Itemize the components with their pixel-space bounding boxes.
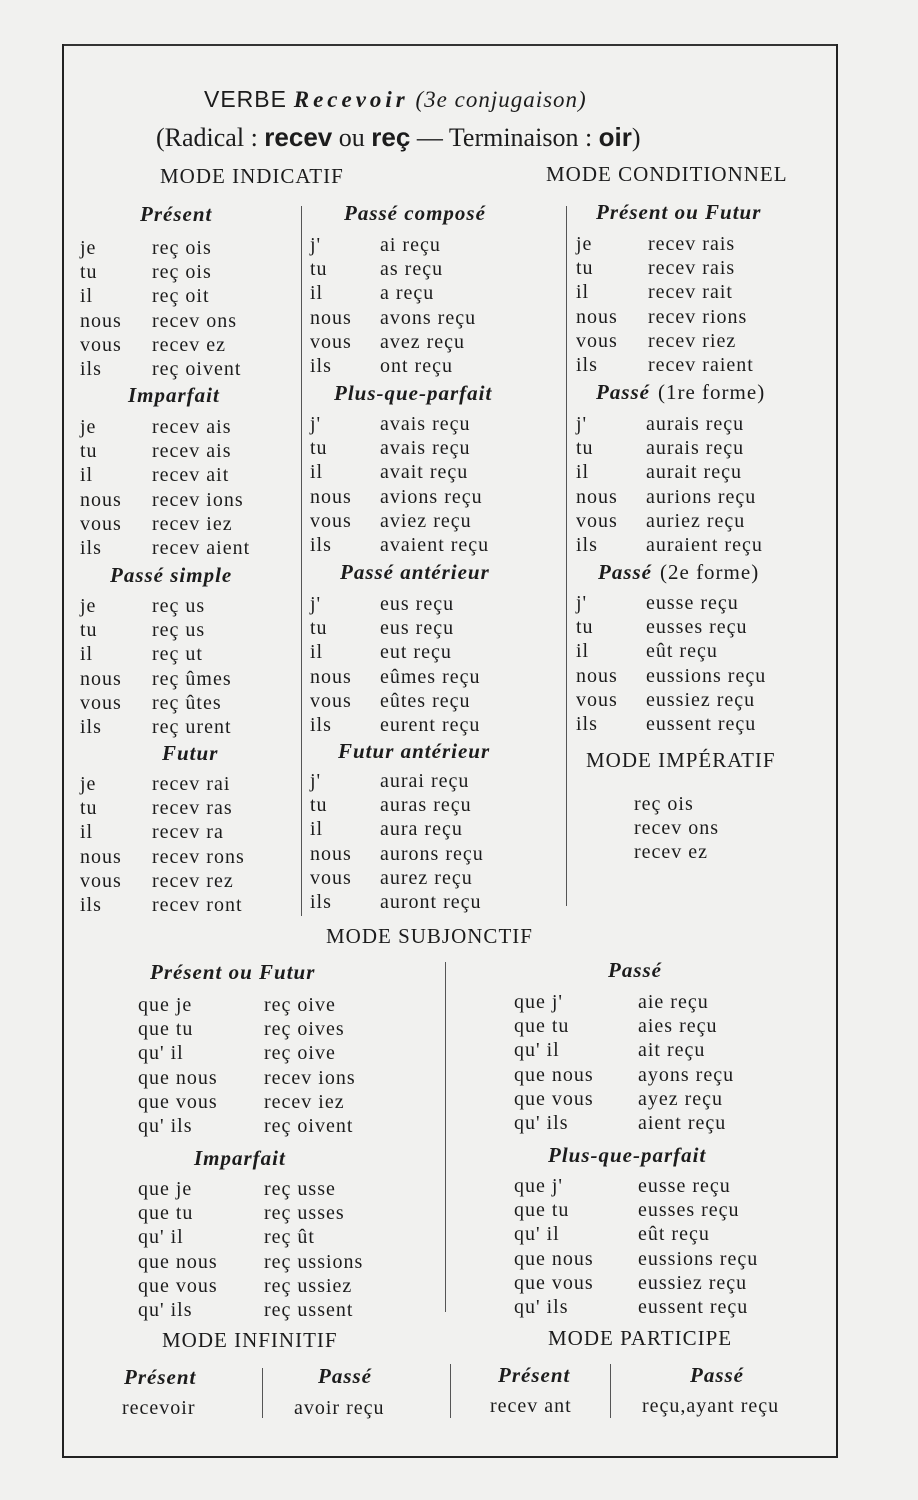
conditionnel-passe-2-form: eussent reçu xyxy=(646,713,757,735)
subjonctif-imparfait-form: reç ussions xyxy=(264,1251,364,1273)
indicatif-passe-anterieur-pronoun: j' xyxy=(310,593,322,615)
termination-label: Terminaison : xyxy=(448,123,593,152)
indicatif-futur-anterieur-form: aurai reçu xyxy=(380,770,470,792)
indicatif-passe-compose-pronoun: vous xyxy=(310,331,352,353)
participe-passe-title: Passé xyxy=(690,1363,744,1387)
indicatif-passe-anterieur-pronoun: vous xyxy=(310,690,352,712)
subjonctif-present-pronoun: qu' ils xyxy=(138,1115,193,1137)
subjonctif-imparfait-pronoun: que je xyxy=(138,1178,193,1200)
subjonctif-present-title-text: Présent ou Futur xyxy=(150,960,316,984)
conditionnel-passe-1-pronoun: j' xyxy=(576,413,588,435)
indicatif-present-form: recev ez xyxy=(152,334,227,356)
subjonctif-present-form: reç oives xyxy=(264,1018,345,1040)
subjonctif-present-form: reç oivent xyxy=(264,1115,354,1137)
subjonctif-passe-pronoun: que j' xyxy=(514,991,564,1013)
indicatif-passe-compose-title-text: Passé composé xyxy=(344,201,486,225)
conditionnel-present-form: recev rais xyxy=(648,233,736,255)
subjonctif-plus-que-parfait-form: eussiez reçu xyxy=(638,1272,748,1294)
indicatif-passe-simple-pronoun: je xyxy=(80,595,97,617)
title-prefix: VERBE xyxy=(204,86,287,112)
indicatif-futur-anterieur-pronoun: il xyxy=(310,818,324,840)
radical-line xyxy=(156,124,641,151)
indicatif-futur-anterieur-pronoun: j' xyxy=(310,770,322,792)
indicatif-plus-que-parfait-pronoun: vous xyxy=(310,510,352,532)
indicatif-plus-que-parfait-form: avais reçu xyxy=(380,437,471,459)
indicatif-futur-anterieur-form: aurons reçu xyxy=(380,843,484,865)
conditionnel-passe-1-pronoun: ils xyxy=(576,534,598,556)
indicatif-plus-que-parfait-form: avions reçu xyxy=(380,486,483,508)
infinitif-divider xyxy=(262,1368,263,1418)
indicatif-passe-compose-form: avez reçu xyxy=(380,331,466,353)
indicatif-imparfait-form: recev ais xyxy=(152,440,232,462)
indicatif-present-pronoun: il xyxy=(80,285,94,307)
subjonctif-present-pronoun: que nous xyxy=(138,1067,218,1089)
indicatif-passe-compose-pronoun: j' xyxy=(310,234,322,256)
subjonctif-plus-que-parfait-pronoun: que vous xyxy=(514,1272,594,1294)
conditionnel-present-pronoun: vous xyxy=(576,330,618,352)
infinitif-passe-title: Passé xyxy=(318,1364,372,1388)
mode-indicatif-heading: MODE INDICATIF xyxy=(160,164,344,188)
title-conjugation: (3e conjugaison) xyxy=(415,87,587,112)
indicatif-plus-que-parfait-pronoun: il xyxy=(310,461,324,483)
indicatif-passe-anterieur-title xyxy=(340,562,490,583)
indicatif-futur-anterieur-title xyxy=(338,741,490,762)
radical-open: (Radical : xyxy=(156,123,258,152)
indicatif-passe-anterieur-pronoun: il xyxy=(310,641,324,663)
subjonctif-present-pronoun: que tu xyxy=(138,1018,194,1040)
indicatif-passe-simple-form: reç us xyxy=(152,619,206,641)
subjonctif-plus-que-parfait-pronoun: qu' il xyxy=(514,1223,560,1245)
indicatif-passe-simple-form: reç us xyxy=(152,595,206,617)
participe-present-value: recev ant xyxy=(490,1395,572,1417)
conditionnel-passe-2-pronoun: j' xyxy=(576,592,588,614)
subjonctif-present-pronoun: qu' il xyxy=(138,1042,184,1064)
infinitif-passe-value: avoir reçu xyxy=(294,1397,385,1419)
indicatif-futur-title-text: Futur xyxy=(162,741,219,765)
subjonctif-plus-que-parfait-pronoun: que j' xyxy=(514,1175,564,1197)
conditionnel-present-pronoun: tu xyxy=(576,257,594,279)
indicatif-passe-simple-pronoun: vous xyxy=(80,692,122,714)
participe-divider xyxy=(610,1364,611,1418)
indicatif-futur-pronoun: tu xyxy=(80,797,98,819)
subjonctif-passe-form: ayez reçu xyxy=(638,1088,724,1110)
radical-1: recev xyxy=(264,122,333,152)
indicatif-plus-que-parfait-title xyxy=(334,383,492,404)
indicatif-futur-pronoun: nous xyxy=(80,846,122,868)
infinitif-present-value: recevoir xyxy=(122,1397,196,1419)
column-divider-1 xyxy=(301,206,302,916)
indicatif-plus-que-parfait-form: aviez reçu xyxy=(380,510,472,532)
indicatif-present-pronoun: ils xyxy=(80,358,102,380)
indicatif-passe-anterieur-pronoun: tu xyxy=(310,617,328,639)
conditionnel-present-pronoun: nous xyxy=(576,306,618,328)
indicatif-futur-form: recev ront xyxy=(152,894,243,916)
indicatif-imparfait-form: recev ait xyxy=(152,464,230,486)
subjonctif-present-form: recev iez xyxy=(264,1091,345,1113)
conditionnel-passe-2-form: eusses reçu xyxy=(646,616,748,638)
indicatif-plus-que-parfait-pronoun: tu xyxy=(310,437,328,459)
indicatif-present-form: recev ons xyxy=(152,310,238,332)
indicatif-plus-que-parfait-pronoun: ils xyxy=(310,534,332,556)
indicatif-imparfait-form: recev ions xyxy=(152,489,244,511)
subjonctif-imparfait-form: reç ussent xyxy=(264,1299,354,1321)
indicatif-passe-simple-title-text: Passé simple xyxy=(110,563,233,587)
indicatif-present-pronoun: vous xyxy=(80,334,122,356)
indicatif-passe-compose-pronoun: ils xyxy=(310,355,332,377)
indicatif-present-title xyxy=(140,204,212,225)
participe-passe-value: reçu,ayant reçu xyxy=(642,1395,780,1417)
imperatif-form: recev ez xyxy=(634,841,709,863)
indicatif-passe-compose-form: a reçu xyxy=(380,282,435,304)
indicatif-passe-compose-form: as reçu xyxy=(380,258,444,280)
mode-infinitif-heading: MODE INFINITIF xyxy=(162,1328,338,1352)
indicatif-futur-form: recev rez xyxy=(152,870,234,892)
subjonctif-imparfait-form: reç usses xyxy=(264,1202,345,1224)
conditionnel-passe-2-pronoun: ils xyxy=(576,713,598,735)
radical-or: ou xyxy=(338,123,365,152)
indicatif-imparfait-title xyxy=(128,385,220,406)
indicatif-plus-que-parfait-form: avais reçu xyxy=(380,413,471,435)
indicatif-passe-anterieur-form: eus reçu xyxy=(380,593,455,615)
participe-present-title: Présent xyxy=(498,1363,571,1387)
indicatif-imparfait-pronoun: je xyxy=(80,416,97,438)
indicatif-futur-anterieur-title-text: Futur antérieur xyxy=(338,739,491,763)
indicatif-passe-anterieur-form: eus reçu xyxy=(380,617,455,639)
termination: oir xyxy=(598,122,632,152)
indicatif-plus-que-parfait-title-text: Plus-que-parfait xyxy=(334,381,493,405)
indicatif-present-pronoun: je xyxy=(80,237,97,259)
subjonctif-plus-que-parfait-form: eusses reçu xyxy=(638,1199,740,1221)
conditionnel-passe-1-title-text: Passé xyxy=(596,380,650,404)
mode-imperatif-heading: MODE IMPÉRATIF xyxy=(586,748,776,772)
indicatif-passe-compose-form: ont reçu xyxy=(380,355,453,377)
subjonctif-plus-que-parfait-form: eussions reçu xyxy=(638,1248,759,1270)
indicatif-imparfait-pronoun: il xyxy=(80,464,94,486)
conditionnel-passe-2-title-note: (2e forme) xyxy=(660,560,760,584)
subjonctif-passe-title xyxy=(608,960,662,981)
subjonctif-present-form: reç oive xyxy=(264,1042,336,1064)
indicatif-imparfait-pronoun: nous xyxy=(80,489,122,511)
conditionnel-passe-1-form: aurait reçu xyxy=(646,461,742,483)
subjonctif-passe-pronoun: que nous xyxy=(514,1064,594,1086)
conditionnel-passe-2-pronoun: tu xyxy=(576,616,594,638)
infinitif-participe-divider xyxy=(450,1364,451,1418)
indicatif-passe-simple-form: reç urent xyxy=(152,716,232,738)
title-verb: Recevoir xyxy=(293,87,409,112)
conditionnel-passe-2-form: eussiez reçu xyxy=(646,689,756,711)
indicatif-present-form: reç ois xyxy=(152,261,212,283)
radical-2: reç xyxy=(371,122,411,152)
indicatif-futur-form: recev ras xyxy=(152,797,233,819)
subjonctif-imparfait-form: reç usse xyxy=(264,1178,336,1200)
page-title xyxy=(204,88,587,111)
conditionnel-passe-2-form: eût reçu xyxy=(646,640,718,662)
conditionnel-present-form: recev raient xyxy=(648,354,754,376)
subjonctif-present-pronoun: que je xyxy=(138,994,193,1016)
indicatif-passe-simple-title xyxy=(110,565,232,586)
subjonctif-imparfait-title-text: Imparfait xyxy=(194,1146,286,1170)
indicatif-present-pronoun: nous xyxy=(80,310,122,332)
subjonctif-plus-que-parfait-form: eût reçu xyxy=(638,1223,710,1245)
conditionnel-present-form: recev rais xyxy=(648,257,736,279)
indicatif-futur-anterieur-pronoun: nous xyxy=(310,843,352,865)
indicatif-futur-anterieur-pronoun: tu xyxy=(310,794,328,816)
indicatif-futur-pronoun: il xyxy=(80,821,94,843)
subjonctif-passe-form: aies reçu xyxy=(638,1015,718,1037)
conditionnel-passe-1-form: aurions reçu xyxy=(646,486,757,508)
indicatif-passe-compose-form: avons reçu xyxy=(380,307,477,329)
conditionnel-passe-1-title-note: (1re forme) xyxy=(658,380,766,404)
radical-dash: — xyxy=(416,123,443,152)
indicatif-passe-compose-pronoun: tu xyxy=(310,258,328,280)
conditionnel-passe-1-form: auraient reçu xyxy=(646,534,763,556)
subjonctif-imparfait-form: reç ût xyxy=(264,1226,315,1248)
subjonctif-plus-que-parfait-form: eusse reçu xyxy=(638,1175,731,1197)
subjonctif-passe-form: ait reçu xyxy=(638,1039,706,1061)
subjonctif-plus-que-parfait-pronoun: qu' ils xyxy=(514,1296,569,1318)
indicatif-present-form: reç oit xyxy=(152,285,210,307)
subjonctif-imparfait-pronoun: que vous xyxy=(138,1275,218,1297)
subjonctif-imparfait-title xyxy=(194,1148,286,1169)
conditionnel-present-pronoun: je xyxy=(576,233,593,255)
conditionnel-present-pronoun: ils xyxy=(576,354,598,376)
indicatif-imparfait-title-text: Imparfait xyxy=(128,383,220,407)
conditionnel-passe-2-form: eussions reçu xyxy=(646,665,767,687)
conditionnel-present-form: recev rait xyxy=(648,281,733,303)
imperatif-form: reç ois xyxy=(634,793,694,815)
indicatif-futur-pronoun: ils xyxy=(80,894,102,916)
indicatif-imparfait-form: recev aient xyxy=(152,537,251,559)
indicatif-passe-anterieur-form: eut reçu xyxy=(380,641,452,663)
indicatif-plus-que-parfait-form: avait reçu xyxy=(380,461,469,483)
conditionnel-passe-1-title xyxy=(596,382,765,403)
subjonctif-divider xyxy=(445,962,446,1312)
indicatif-passe-compose-pronoun: nous xyxy=(310,307,352,329)
indicatif-passe-simple-form: reç ut xyxy=(152,643,203,665)
imperatif-form: recev ons xyxy=(634,817,720,839)
indicatif-imparfait-pronoun: ils xyxy=(80,537,102,559)
subjonctif-plus-que-parfait-title-text: Plus-que-parfait xyxy=(548,1143,707,1167)
conditionnel-present-form: recev rions xyxy=(648,306,748,328)
subjonctif-present-form: recev ions xyxy=(264,1067,356,1089)
conditionnel-passe-2-pronoun: vous xyxy=(576,689,618,711)
indicatif-imparfait-form: recev ais xyxy=(152,416,232,438)
conditionnel-present-form: recev riez xyxy=(648,330,737,352)
conditionnel-passe-1-pronoun: il xyxy=(576,461,590,483)
conditionnel-present-title xyxy=(596,202,761,223)
indicatif-passe-simple-pronoun: ils xyxy=(80,716,102,738)
indicatif-futur-pronoun: vous xyxy=(80,870,122,892)
indicatif-plus-que-parfait-form: avaient reçu xyxy=(380,534,490,556)
indicatif-futur-pronoun: je xyxy=(80,773,97,795)
indicatif-imparfait-pronoun: vous xyxy=(80,513,122,535)
indicatif-futur-title xyxy=(162,743,218,764)
indicatif-plus-que-parfait-pronoun: j' xyxy=(310,413,322,435)
subjonctif-passe-pronoun: qu' il xyxy=(514,1039,560,1061)
indicatif-passe-simple-form: reç ûmes xyxy=(152,668,232,690)
indicatif-futur-anterieur-form: aurez reçu xyxy=(380,867,473,889)
indicatif-passe-compose-title xyxy=(344,203,486,224)
indicatif-futur-form: recev rons xyxy=(152,846,245,868)
indicatif-futur-anterieur-form: aura reçu xyxy=(380,818,463,840)
conditionnel-passe-1-form: aurais reçu xyxy=(646,413,745,435)
indicatif-passe-anterieur-form: eûmes reçu xyxy=(380,666,481,688)
subjonctif-imparfait-pronoun: que nous xyxy=(138,1251,218,1273)
subjonctif-passe-pronoun: que tu xyxy=(514,1015,570,1037)
conditionnel-present-pronoun: il xyxy=(576,281,590,303)
subjonctif-imparfait-pronoun: que tu xyxy=(138,1202,194,1224)
conditionnel-passe-2-title-text: Passé xyxy=(598,560,652,584)
indicatif-passe-anterieur-form: eurent reçu xyxy=(380,714,481,736)
indicatif-passe-anterieur-form: eûtes reçu xyxy=(380,690,471,712)
indicatif-futur-form: recev rai xyxy=(152,773,231,795)
indicatif-passe-anterieur-pronoun: nous xyxy=(310,666,352,688)
subjonctif-passe-pronoun: qu' ils xyxy=(514,1112,569,1134)
conditionnel-passe-1-form: auriez reçu xyxy=(646,510,746,532)
indicatif-passe-anterieur-pronoun: ils xyxy=(310,714,332,736)
subjonctif-present-pronoun: que vous xyxy=(138,1091,218,1113)
indicatif-passe-simple-pronoun: tu xyxy=(80,619,98,641)
subjonctif-passe-form: ayons reçu xyxy=(638,1064,735,1086)
indicatif-passe-anterieur-title-text: Passé antérieur xyxy=(340,560,490,584)
subjonctif-imparfait-pronoun: qu' il xyxy=(138,1226,184,1248)
indicatif-present-form: reç oivent xyxy=(152,358,242,380)
conditionnel-passe-1-pronoun: vous xyxy=(576,510,618,532)
conditionnel-passe-1-form: aurais reçu xyxy=(646,437,745,459)
subjonctif-passe-form: aient reçu xyxy=(638,1112,727,1134)
subjonctif-plus-que-parfait-form: eussent reçu xyxy=(638,1296,749,1318)
indicatif-present-title-text: Présent xyxy=(140,202,213,226)
indicatif-passe-simple-form: reç ûtes xyxy=(152,692,222,714)
indicatif-passe-compose-pronoun: il xyxy=(310,282,324,304)
conditionnel-passe-2-form: eusse reçu xyxy=(646,592,739,614)
infinitif-present-title: Présent xyxy=(124,1365,197,1389)
indicatif-futur-form: recev ra xyxy=(152,821,224,843)
subjonctif-passe-pronoun: que vous xyxy=(514,1088,594,1110)
mode-participe-heading: MODE PARTICIPE xyxy=(548,1326,733,1350)
subjonctif-passe-form: aie reçu xyxy=(638,991,709,1013)
mode-conditionnel-heading: MODE CONDITIONNEL xyxy=(546,162,788,186)
indicatif-futur-anterieur-form: auront reçu xyxy=(380,891,482,913)
indicatif-passe-simple-pronoun: nous xyxy=(80,668,122,690)
subjonctif-imparfait-pronoun: qu' ils xyxy=(138,1299,193,1321)
column-divider-2 xyxy=(566,206,567,906)
indicatif-present-form: reç ois xyxy=(152,237,212,259)
indicatif-present-pronoun: tu xyxy=(80,261,98,283)
subjonctif-plus-que-parfait-pronoun: que tu xyxy=(514,1199,570,1221)
subjonctif-plus-que-parfait-pronoun: que nous xyxy=(514,1248,594,1270)
mode-subjonctif-heading: MODE SUBJONCTIF xyxy=(326,924,533,948)
indicatif-passe-simple-pronoun: il xyxy=(80,643,94,665)
conditionnel-passe-2-title xyxy=(598,562,759,583)
conditionnel-passe-1-pronoun: nous xyxy=(576,486,618,508)
indicatif-plus-que-parfait-pronoun: nous xyxy=(310,486,352,508)
indicatif-futur-anterieur-pronoun: ils xyxy=(310,891,332,913)
subjonctif-present-form: reç oive xyxy=(264,994,336,1016)
indicatif-imparfait-form: recev iez xyxy=(152,513,233,535)
conditionnel-passe-2-pronoun: nous xyxy=(576,665,618,687)
subjonctif-present-title xyxy=(150,962,315,983)
conditionnel-passe-2-pronoun: il xyxy=(576,640,590,662)
radical-close: ) xyxy=(631,123,641,152)
indicatif-futur-anterieur-form: auras reçu xyxy=(380,794,472,816)
indicatif-futur-anterieur-pronoun: vous xyxy=(310,867,352,889)
conditionnel-passe-1-pronoun: tu xyxy=(576,437,594,459)
subjonctif-imparfait-form: reç ussiez xyxy=(264,1275,353,1297)
indicatif-passe-compose-form: ai reçu xyxy=(380,234,441,256)
subjonctif-passe-title-text: Passé xyxy=(608,958,662,982)
conditionnel-present-title-text: Présent ou Futur xyxy=(596,200,762,224)
subjonctif-plus-que-parfait-title xyxy=(548,1145,706,1166)
indicatif-imparfait-pronoun: tu xyxy=(80,440,98,462)
